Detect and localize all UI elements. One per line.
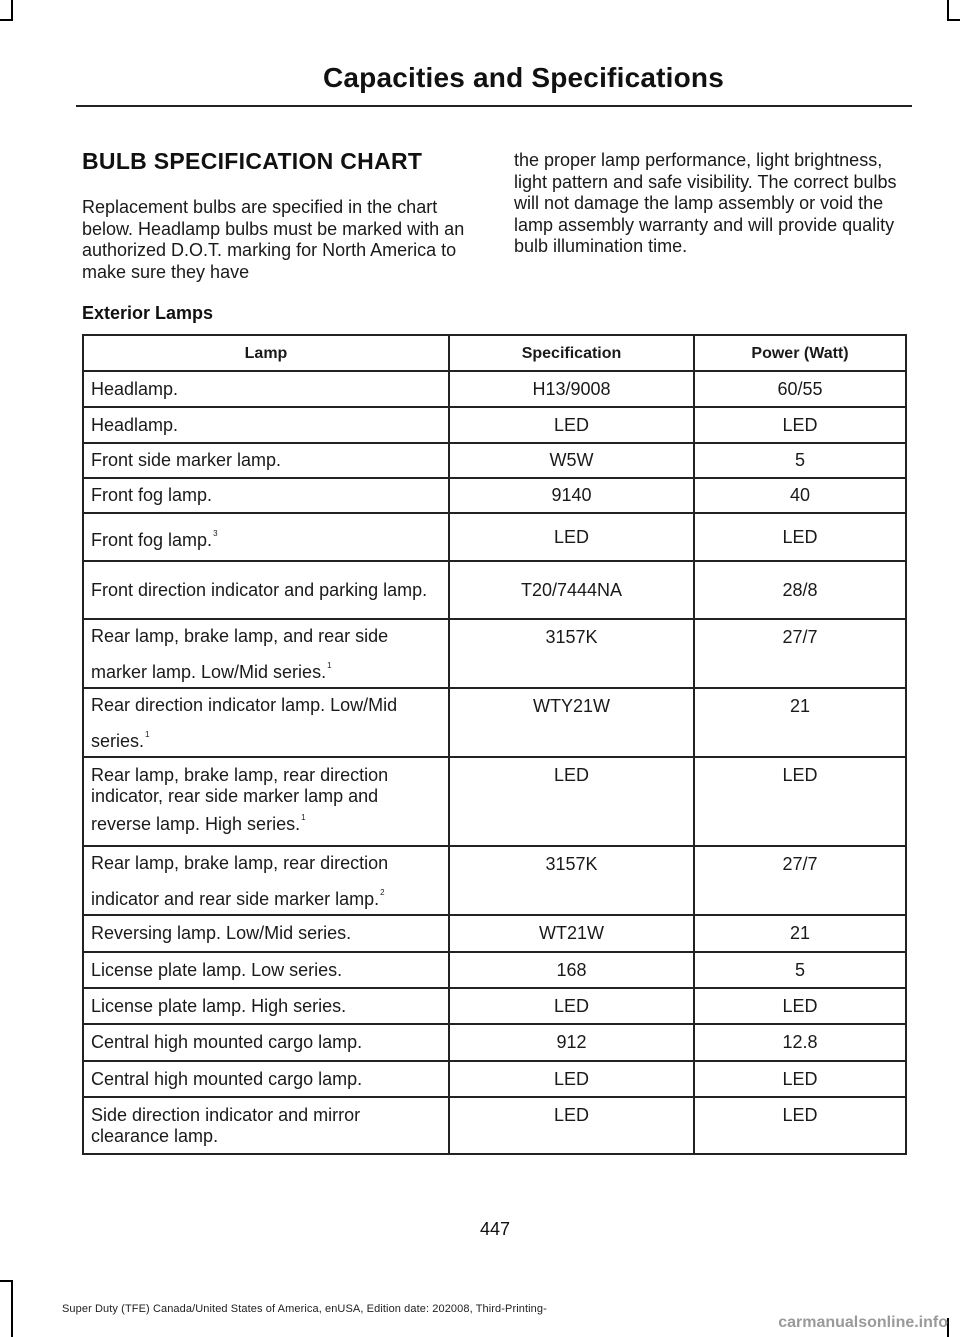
lamp-cell: Front fog lamp. — [83, 478, 449, 513]
crop-mark — [11, 1280, 13, 1337]
spec-cell: LED — [449, 407, 694, 443]
lamp-cell: Reversing lamp. Low/Mid series. — [83, 915, 449, 952]
table-subheading: Exterior Lamps — [82, 303, 214, 323]
spec-cell: 3157K — [449, 619, 694, 688]
crop-mark — [0, 19, 13, 21]
table-row — [83, 952, 906, 988]
spec-cell: LED — [449, 513, 694, 561]
watermark: carmanualsonline.info — [778, 1314, 948, 1331]
crop-mark — [0, 1280, 13, 1282]
spec-cell: H13/9008 — [449, 371, 694, 407]
table-row — [83, 988, 906, 1024]
table-row — [83, 1097, 906, 1154]
lamp-label: Front fog lamp. — [91, 530, 213, 550]
header-divider — [76, 105, 912, 107]
crop-mark — [947, 0, 949, 20]
footnote-marker: 1 — [301, 813, 306, 822]
spec-cell: LED — [449, 757, 694, 846]
table-row — [83, 407, 906, 443]
column-header-lamp: Lamp — [83, 335, 449, 371]
table-row — [83, 478, 906, 513]
spec-cell: LED — [449, 1097, 694, 1154]
power-cell: LED — [694, 407, 906, 443]
footnote-marker: 1 — [145, 730, 150, 739]
intro-paragraph-left: Replacement bulbs are specified in the chart below. Headlamp bulbs must be marked with an authorized D.O.T. marking for North America to make sure they have — [82, 197, 465, 282]
table-row — [83, 619, 906, 688]
lamp-label: Rear lamp, brake lamp, rear direction indicator, rear side marker lamp and reverse lamp. High series. — [91, 765, 389, 834]
lamp-cell: License plate lamp. Low series. — [83, 952, 449, 988]
lamp-cell: Front side marker lamp. — [83, 443, 449, 478]
table-row — [83, 561, 906, 619]
power-cell: LED — [694, 513, 906, 561]
lamp-cell: Side direction indicator and mirror clearance lamp. — [83, 1097, 449, 1154]
footnote-marker: 2 — [380, 888, 385, 897]
intro-paragraph-right: the proper lamp performance, light brightness, light pattern and safe visibility. The correct bulbs will not damage the lamp assembly or void the lamp assembly warranty and will provide quality bulb illumination time. — [514, 150, 897, 256]
spec-cell: LED — [449, 1061, 694, 1097]
bulb-spec-table — [82, 334, 907, 1155]
power-cell: 21 — [694, 915, 906, 952]
power-cell: 21 — [694, 688, 906, 757]
footnote-marker: 3 — [213, 529, 218, 538]
power-cell: 27/7 — [694, 846, 906, 915]
power-cell: 60/55 — [694, 371, 906, 407]
spec-cell: W5W — [449, 443, 694, 478]
column-header-specification: Specification — [449, 335, 694, 371]
table-row — [83, 513, 906, 561]
lamp-cell: Central high mounted cargo lamp. — [83, 1024, 449, 1061]
lamp-cell — [83, 619, 449, 688]
power-cell: LED — [694, 757, 906, 846]
table-header-row — [83, 335, 906, 371]
table-row — [83, 757, 906, 846]
table-row — [83, 1061, 906, 1097]
table-row — [83, 443, 906, 478]
lamp-cell: Headlamp. — [83, 407, 449, 443]
spec-cell: LED — [449, 988, 694, 1024]
lamp-cell — [83, 688, 449, 757]
power-cell: 5 — [694, 443, 906, 478]
page-number: 447 — [479, 1219, 511, 1239]
power-cell: LED — [694, 988, 906, 1024]
power-cell: LED — [694, 1061, 906, 1097]
spec-cell: 9140 — [449, 478, 694, 513]
lamp-label: Rear direction indicator lamp. Low/Mid series. — [91, 695, 398, 751]
lamp-cell: Front direction indicator and parking lamp. — [83, 561, 449, 619]
table-row — [83, 371, 906, 407]
crop-mark — [947, 19, 960, 21]
lamp-cell — [83, 757, 449, 846]
footer-edition-text: Super Duty (TFE) Canada/United States of America, enUSA, Edition date: 202008, Third-Printing- — [62, 1303, 547, 1315]
lamp-cell — [83, 513, 449, 561]
spec-cell: 3157K — [449, 846, 694, 915]
lamp-cell: License plate lamp. High series. — [83, 988, 449, 1024]
lamp-cell — [83, 846, 449, 915]
power-cell: 40 — [694, 478, 906, 513]
power-cell: 27/7 — [694, 619, 906, 688]
power-cell: LED — [694, 1097, 906, 1154]
table-row — [83, 688, 906, 757]
lamp-label: Rear lamp, brake lamp, and rear side marker lamp. Low/Mid series. — [91, 626, 389, 682]
spec-cell: 168 — [449, 952, 694, 988]
spec-cell: WT21W — [449, 915, 694, 952]
power-cell: 12.8 — [694, 1024, 906, 1061]
spec-cell: WTY21W — [449, 688, 694, 757]
power-cell: 5 — [694, 952, 906, 988]
power-cell: 28/8 — [694, 561, 906, 619]
spec-cell: 912 — [449, 1024, 694, 1061]
lamp-cell: Headlamp. — [83, 371, 449, 407]
lamp-cell: Central high mounted cargo lamp. — [83, 1061, 449, 1097]
table-row — [83, 846, 906, 915]
page-header-title: Capacities and Specifications — [322, 62, 724, 93]
section-title: BULB SPECIFICATION CHART — [82, 148, 423, 174]
footnote-marker: 1 — [327, 661, 332, 670]
crop-mark — [11, 0, 13, 20]
table-row — [83, 1024, 906, 1061]
spec-cell: T20/7444NA — [449, 561, 694, 619]
table-row — [83, 915, 906, 952]
column-header-power: Power (Watt) — [694, 335, 906, 371]
lamp-label: Rear lamp, brake lamp, rear direction indicator and rear side marker lamp. — [91, 853, 389, 909]
